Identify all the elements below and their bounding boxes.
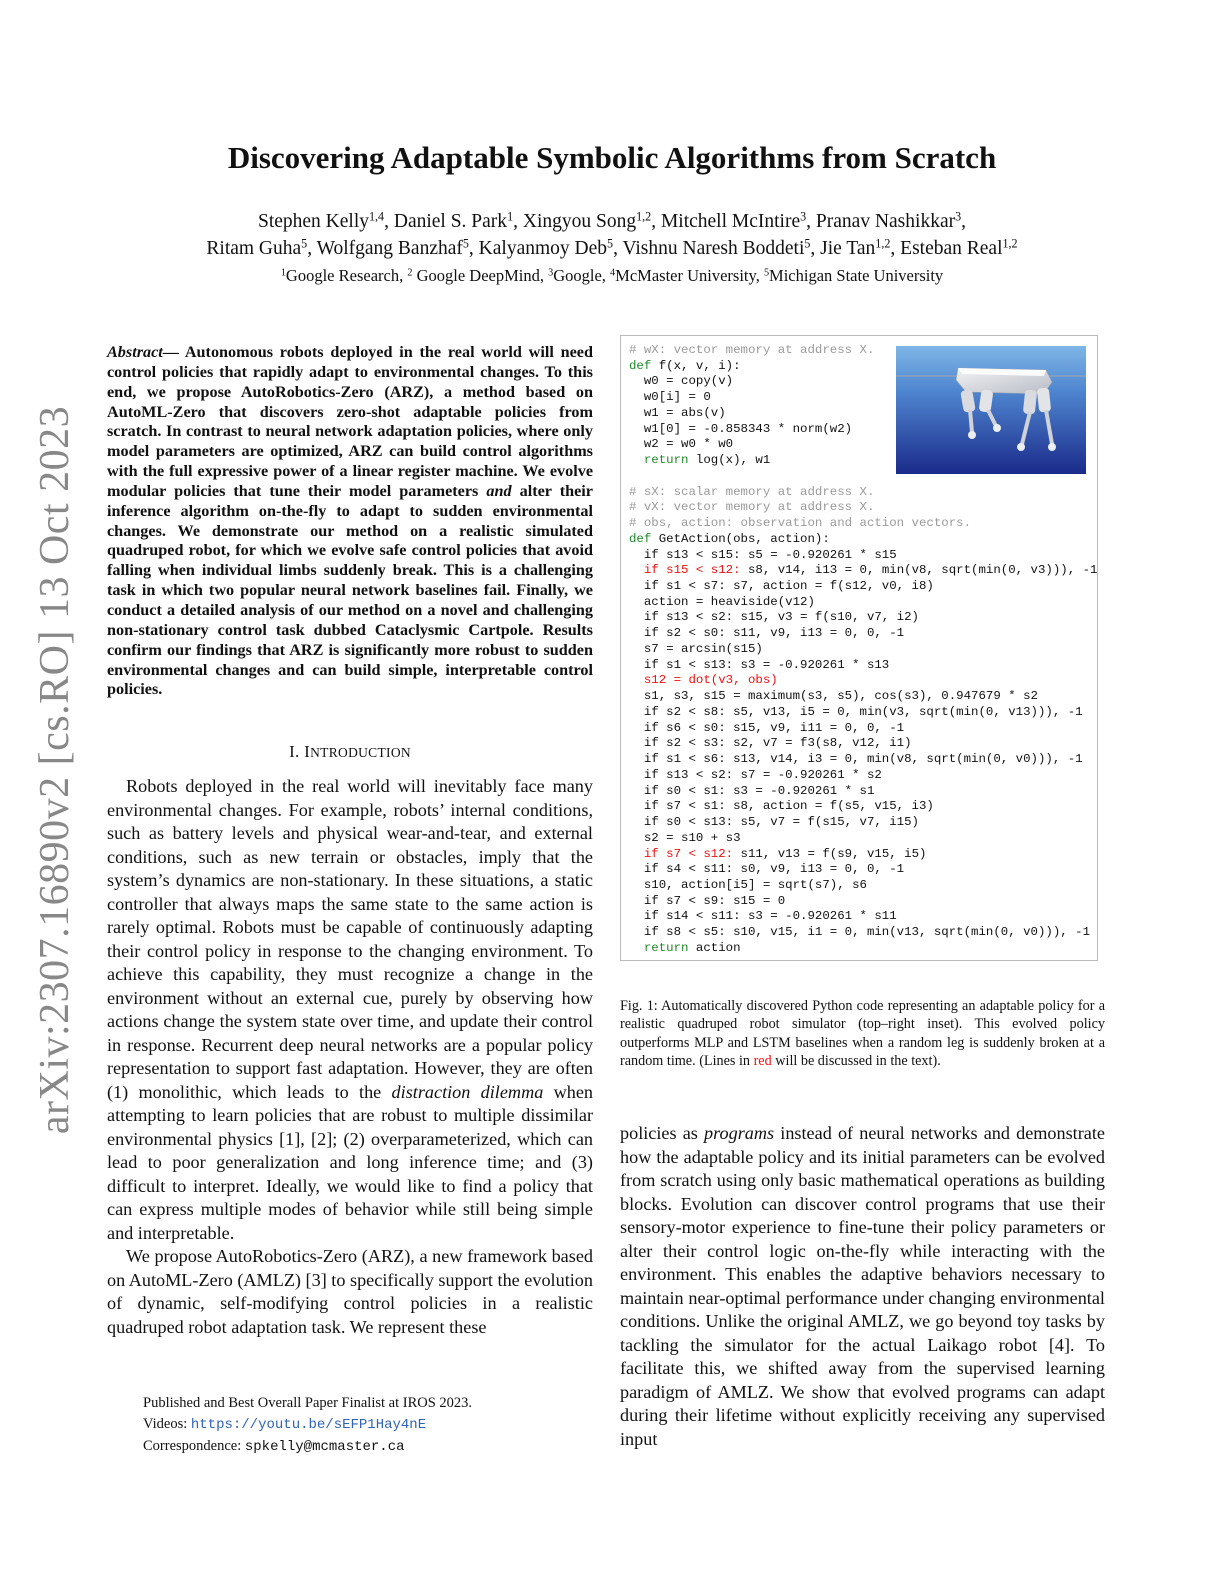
affiliations: $^1$Google Research, $^2$ Google DeepMind, $^3$Google, $^4$McMaster University, $^5$Michigan State University (280, 266, 944, 285)
line1-author: Daniel S. Park$^1$ (393, 209, 514, 232)
author-affiliation-marker: 5 (301, 236, 308, 251)
author-affiliation-marker: 1 (507, 209, 514, 224)
intro-p1-emphasis: distraction dilemma (391, 1081, 544, 1102)
section-title-rest: NTRODUCTION (310, 745, 411, 760)
author-affiliation-marker: 5 (462, 236, 469, 251)
author-affiliation-marker: 3 (800, 209, 807, 224)
code-line: s2 = s10 + s3 (629, 830, 741, 845)
code-line: return action (643, 940, 741, 955)
abstract-emphasis: and (486, 481, 512, 500)
videos-label: Videos: (143, 1416, 191, 1432)
abstract-label: Abstract (107, 343, 163, 361)
footnote-publication: Published and Best Overall Paper Finalist at IROS 2023. (143, 1395, 473, 1411)
abstract: Abstract— Autonomous robots deployed in the real world will need control policies that rapidly adapt to environmental changes. To this end, we propose AutoRobotics-Zero (ARZ), a method based on AutoML-Zero that discovers zero-shot adaptable policies from scratch. In contrast to neural network adaptation policies, where only model parameters are optimized, ARZ can build control algorithms with the full expressive power of a linear register machine. We evolve modular policies that tune their model parameters and alter their inference algorithm on-the-fly to adapt to sudden environmental changes. We demonstrate our method on a realistic simulated quadruped robot, for which we evolve safe control policies that avoid falling when individual limbs suddenly break. This is a challenging task in which two popular neural network baselines fail. Finally, we conduct a detailed analysis of our method on a novel and challenging non-stationary control task dubbed Cataclysmic Cartpole. Results confirm our findings that ARZ is significantly more robust to sudden environmental changes and can build simple, interpretable control policies. (107, 343, 593, 699)
code-line: s10, action[i5] = sqrt(s7), s6 (629, 877, 867, 892)
affiliation-marker: 4 (610, 267, 616, 279)
footnote (143, 1393, 472, 1458)
footnote-videos (143, 1414, 472, 1436)
author-affiliation-marker: 5 (607, 236, 614, 251)
code-line: if s0 < s1: s3 = -0.920261 * s1 (629, 783, 875, 798)
affiliation-marker: 3 (548, 267, 554, 279)
affiliation-item: $^5$Michigan State University (763, 266, 944, 285)
affiliation-marker: 1 (280, 267, 286, 279)
code-line: def GetAction(obs, action): (629, 531, 830, 546)
author-affiliation-marker: 1,2 (875, 236, 891, 251)
line1-author: Pranav Nashikkar$^3$ (815, 209, 962, 232)
affiliation-item: $^1$Google Research (280, 266, 400, 285)
figure-1-caption (620, 997, 1105, 1070)
author-affiliation-marker: 1,2 (1002, 236, 1018, 251)
correspondence-email: spkelly@mcmaster.ca (244, 1439, 405, 1455)
author-affiliation-marker: 3 (955, 209, 962, 224)
intro-p1-text-a: Robots deployed in the real world will inevitably face many environmental changes. For example, robots’ internal conditions, such as battery levels and physical wear-and-tear, and external conditions, such as new terrain or obstacles, imply that the system’s dynamics are non-stationary. In these situations, a static controller that always maps the same state to the same action is rarely optimal. Robots must be capable of continuously adapting their control policy in response to the changing environment. To achieve this capability, they must recognize a change in the environment without an external cue, purely by observing how actions change the system state over time, and update their control in response. Recurrent deep neural networks are a popular policy representation to support fast adaptation. However, they are often (1) monolithic, which leads to the (107, 776, 593, 1102)
affiliation-item: $^4$McMaster University (610, 266, 756, 285)
introduction-body (107, 775, 593, 1339)
code-line: if s8 < s5: s10, v15, i1 = 0, min(v13, sqrt(min(0, v0))), -1 (629, 925, 1091, 940)
figure-1-code-box (620, 335, 1098, 961)
code-line: if s2 < s0: s11, v9, i13 = 0, 0, -1 (629, 626, 905, 641)
line2-author: Esteban Real$^{1,2}$ (900, 236, 1018, 259)
right-emphasis: programs (704, 1123, 775, 1143)
affiliation-item: $^2$ Google DeepMind (407, 266, 540, 285)
footnote-correspondence (143, 1436, 472, 1458)
quadruped-robot-inset-image (896, 346, 1086, 474)
code-line: if s0 < s13: s5, v7 = f(s15, v7, i15) (629, 815, 919, 830)
code-line: if s7 < s9: s15 = 0 (629, 893, 786, 908)
caption-text-b: will be discussed in the text). (771, 1052, 941, 1069)
code-line: w2 = w0 * w0 (629, 437, 734, 452)
code-line: # obs, action: observation and action vectors. (629, 516, 972, 531)
code-line: if s1 < s7: s7, action = f(s12, v0, i8) (629, 579, 934, 594)
section-number: I. (289, 742, 300, 761)
line2-author: Vishnu Naresh Boddeti$^5$ (622, 236, 811, 259)
code-line: w0[i] = 0 (629, 390, 711, 405)
arxiv-sidebar (20, 405, 90, 1135)
section-title-first: I (304, 742, 311, 761)
code-line: if s13 < s15: s5 = -0.920261 * s15 (629, 547, 897, 562)
section-heading-introduction (107, 742, 593, 762)
intro-paragraph-2: We propose AutoRobotics-Zero (ARZ), a new framework based on AutoML-Zero (AMLZ) [3] to specifically support the evolution of dynamic, self-modifying control policies in a realistic quadruped robot adaptation task. We represent these (107, 1246, 593, 1337)
code-line: s12 = dot(v3, obs) (629, 673, 778, 688)
code-line: if s2 < s8: s5, v13, i5 = 0, min(v3, sqrt(min(0, v13))), -1 (629, 704, 1083, 719)
author-affiliation-marker: 1,2 (636, 209, 652, 224)
caption-text-a: Fig. 1: Automatically discovered Python code representing an adaptable policy for a realistic quadruped robot simulator (top–right inset). This evolved policy outperforms MLP and LSTM baselines when a random leg is suddenly broken at a random time. (Lines in (620, 998, 1105, 1069)
author-list (0, 208, 1224, 262)
code-line: if s1 < s6: s13, v14, i3 = 0, min(v8, sqrt(min(0, v0))), -1 (629, 752, 1083, 767)
intro-p1-text-b: when attempting to learn policies that are robust to multiple dissimilar environmental physics [1], [2]; (2) overparameterized, which can lead to poor generalization and long inference time; and (3) difficult to interpret. Ideally, we would like to find a policy that can express multiple modes of behavior while still being simple and interpretable. (107, 1081, 593, 1243)
affiliation-marker: 2 (407, 267, 413, 279)
code-line: if s13 < s2: s7 = -0.920261 * s2 (629, 767, 882, 782)
code-line: if s13 < s2: s15, v3 = f(s10, v7, i2) (629, 610, 919, 625)
right-paragraph (620, 1122, 1105, 1451)
line2-author: Kalyanmoy Deb$^5$ (478, 236, 614, 259)
author-line-2: Ritam Guha$^5$, Wolfgang Banzhaf$^5$, Kalyanmoy Deb$^5$, Vishnu Naresh Boddeti$^5$, Jie Tan$^{1,2}$, Esteban Real$^{1,2}$ (206, 236, 1018, 259)
code-line: s7 = arcsin(s15) (629, 641, 763, 656)
code-line: return log(x), w1 (643, 453, 771, 468)
line1-author: Stephen Kelly$^{1,4}$ (257, 209, 385, 232)
code-line: action = heaviside(v12) (629, 594, 815, 609)
author-line-1: Stephen Kelly$^{1,4}$, Daniel S. Park$^1$, Xingyou Song$^{1,2}$, Mitchell McIntire$^3$, Pranav Nashikkar$^3$, (257, 209, 967, 232)
line2-author: Jie Tan$^{1,2}$ (820, 236, 891, 259)
author-affiliation-marker: 5 (804, 236, 811, 251)
right-text-a: policies as (620, 1123, 705, 1143)
code-line: w0 = copy(v) (629, 374, 734, 389)
right-text-b: instead of neural networks and demonstrate how the adaptable policy and its initial parameters can be evolved from scratch using only basic mathematical operations as building blocks. Evolution can discover control programs that use their sensory-motor experience to fine-tune their policy parameters or alter their control logic on-the-fly while interacting with the environment. This enables the adaptive behaviors necessary to maintain near-optimal performance under changing environmental conditions. Unlike the original AMLZ, we go beyond toy tasks by tackling the simulator for the actual Laikago robot [4]. To facilitate this, we shifted away from the supervised learning paradigm of AMLZ. We show that evolved programs can adapt during their lifetime without explicitly receiving any supervised input (620, 1123, 1105, 1449)
code-line: s1, s3, s15 = maximum(s3, s5), cos(s3), 0.947679 * s2 (629, 689, 1038, 704)
code-line: if s15 < s12: s8, v14, i13 = 0, min(v8, sqrt(min(0, v3))), -1 (629, 563, 1098, 578)
abstract-text-1: Autonomous robots deployed in the real world will need control policies that rapidly adapt to environmental changes. To this end, we propose AutoRobotics-Zero (ARZ), a method based on AutoML-Zero that discovers zero-shot adaptable policies from scratch. In contrast to neural network adaptation policies, where only model parameters are optimized, ARZ can build control algorithms with the full expressive power of a linear register machine. We evolve modular policies that tune their model parameters (107, 343, 593, 500)
code-line: if s7 < s12: s11, v13 = f(s9, v15, i5) (629, 846, 927, 861)
videos-link[interactable]: https://youtu.be/sEFP1Hay4nE (190, 1417, 427, 1433)
line2-author: Ritam Guha$^5$ (206, 236, 308, 259)
paper-title: Discovering Adaptable Symbolic Algorithms from Scratch (227, 140, 997, 175)
code-line: if s2 < s3: s2, v7 = f3(s8, v12, i1) (629, 736, 912, 751)
code-line: if s6 < s0: s15, v9, i11 = 0, 0, -1 (629, 720, 905, 735)
code-line: # wX: vector memory at address X. (629, 343, 875, 357)
code-line: if s14 < s11: s3 = -0.920261 * s11 (629, 909, 897, 924)
code-line: # vX: vector memory at address X. (629, 500, 875, 515)
caption-red-word: red (753, 1052, 772, 1069)
line1-author: Mitchell McIntire$^3$ (660, 209, 807, 232)
line2-author: Wolfgang Banzhaf$^5$ (316, 236, 469, 259)
author-affiliation-marker: 1,4 (369, 209, 385, 224)
code-line: def f(x, v, i): (629, 358, 741, 373)
arxiv-identifier: arXiv:2307.16890v2 [cs.RO] 13 Oct 2023 (32, 405, 78, 1135)
affiliation-item: $^3$Google (548, 266, 602, 285)
code-line: w1 = abs(v) (629, 405, 726, 420)
correspondence-label: Correspondence: (143, 1438, 245, 1454)
code-line: # sX: scalar memory at address X. (629, 484, 875, 499)
abstract-text-2: alter their inference algorithm on-the-fly to adapt to sudden environmental changes. We demonstrate our method on a realistic simulated quadruped robot, for which we evolve safe control policies that avoid falling when individual limbs suddenly break. This is a challenging task in which two popular neural network baselines fail. Finally, we conduct a detailed analysis of our method on a novel and challenging non-stationary control task dubbed Cataclysmic Cartpole. Results confirm our findings that ARZ is significantly more robust to sudden environmental changes and can build simple, interpretable control policies. (107, 481, 593, 699)
code-line: w1[0] = -0.858343 * norm(w2) (629, 421, 853, 436)
code-line: if s7 < s1: s8, action = f(s5, v15, i3) (629, 799, 934, 814)
right-column-body (620, 1122, 1105, 1451)
intro-paragraph-1 (107, 775, 593, 1245)
code-line: if s4 < s11: s0, v9, i13 = 0, 0, -1 (629, 862, 905, 877)
code-line: if s1 < s13: s3 = -0.920261 * s13 (629, 657, 890, 672)
affiliation-marker: 5 (763, 267, 770, 279)
line1-author: Xingyou Song$^{1,2}$ (522, 209, 652, 232)
